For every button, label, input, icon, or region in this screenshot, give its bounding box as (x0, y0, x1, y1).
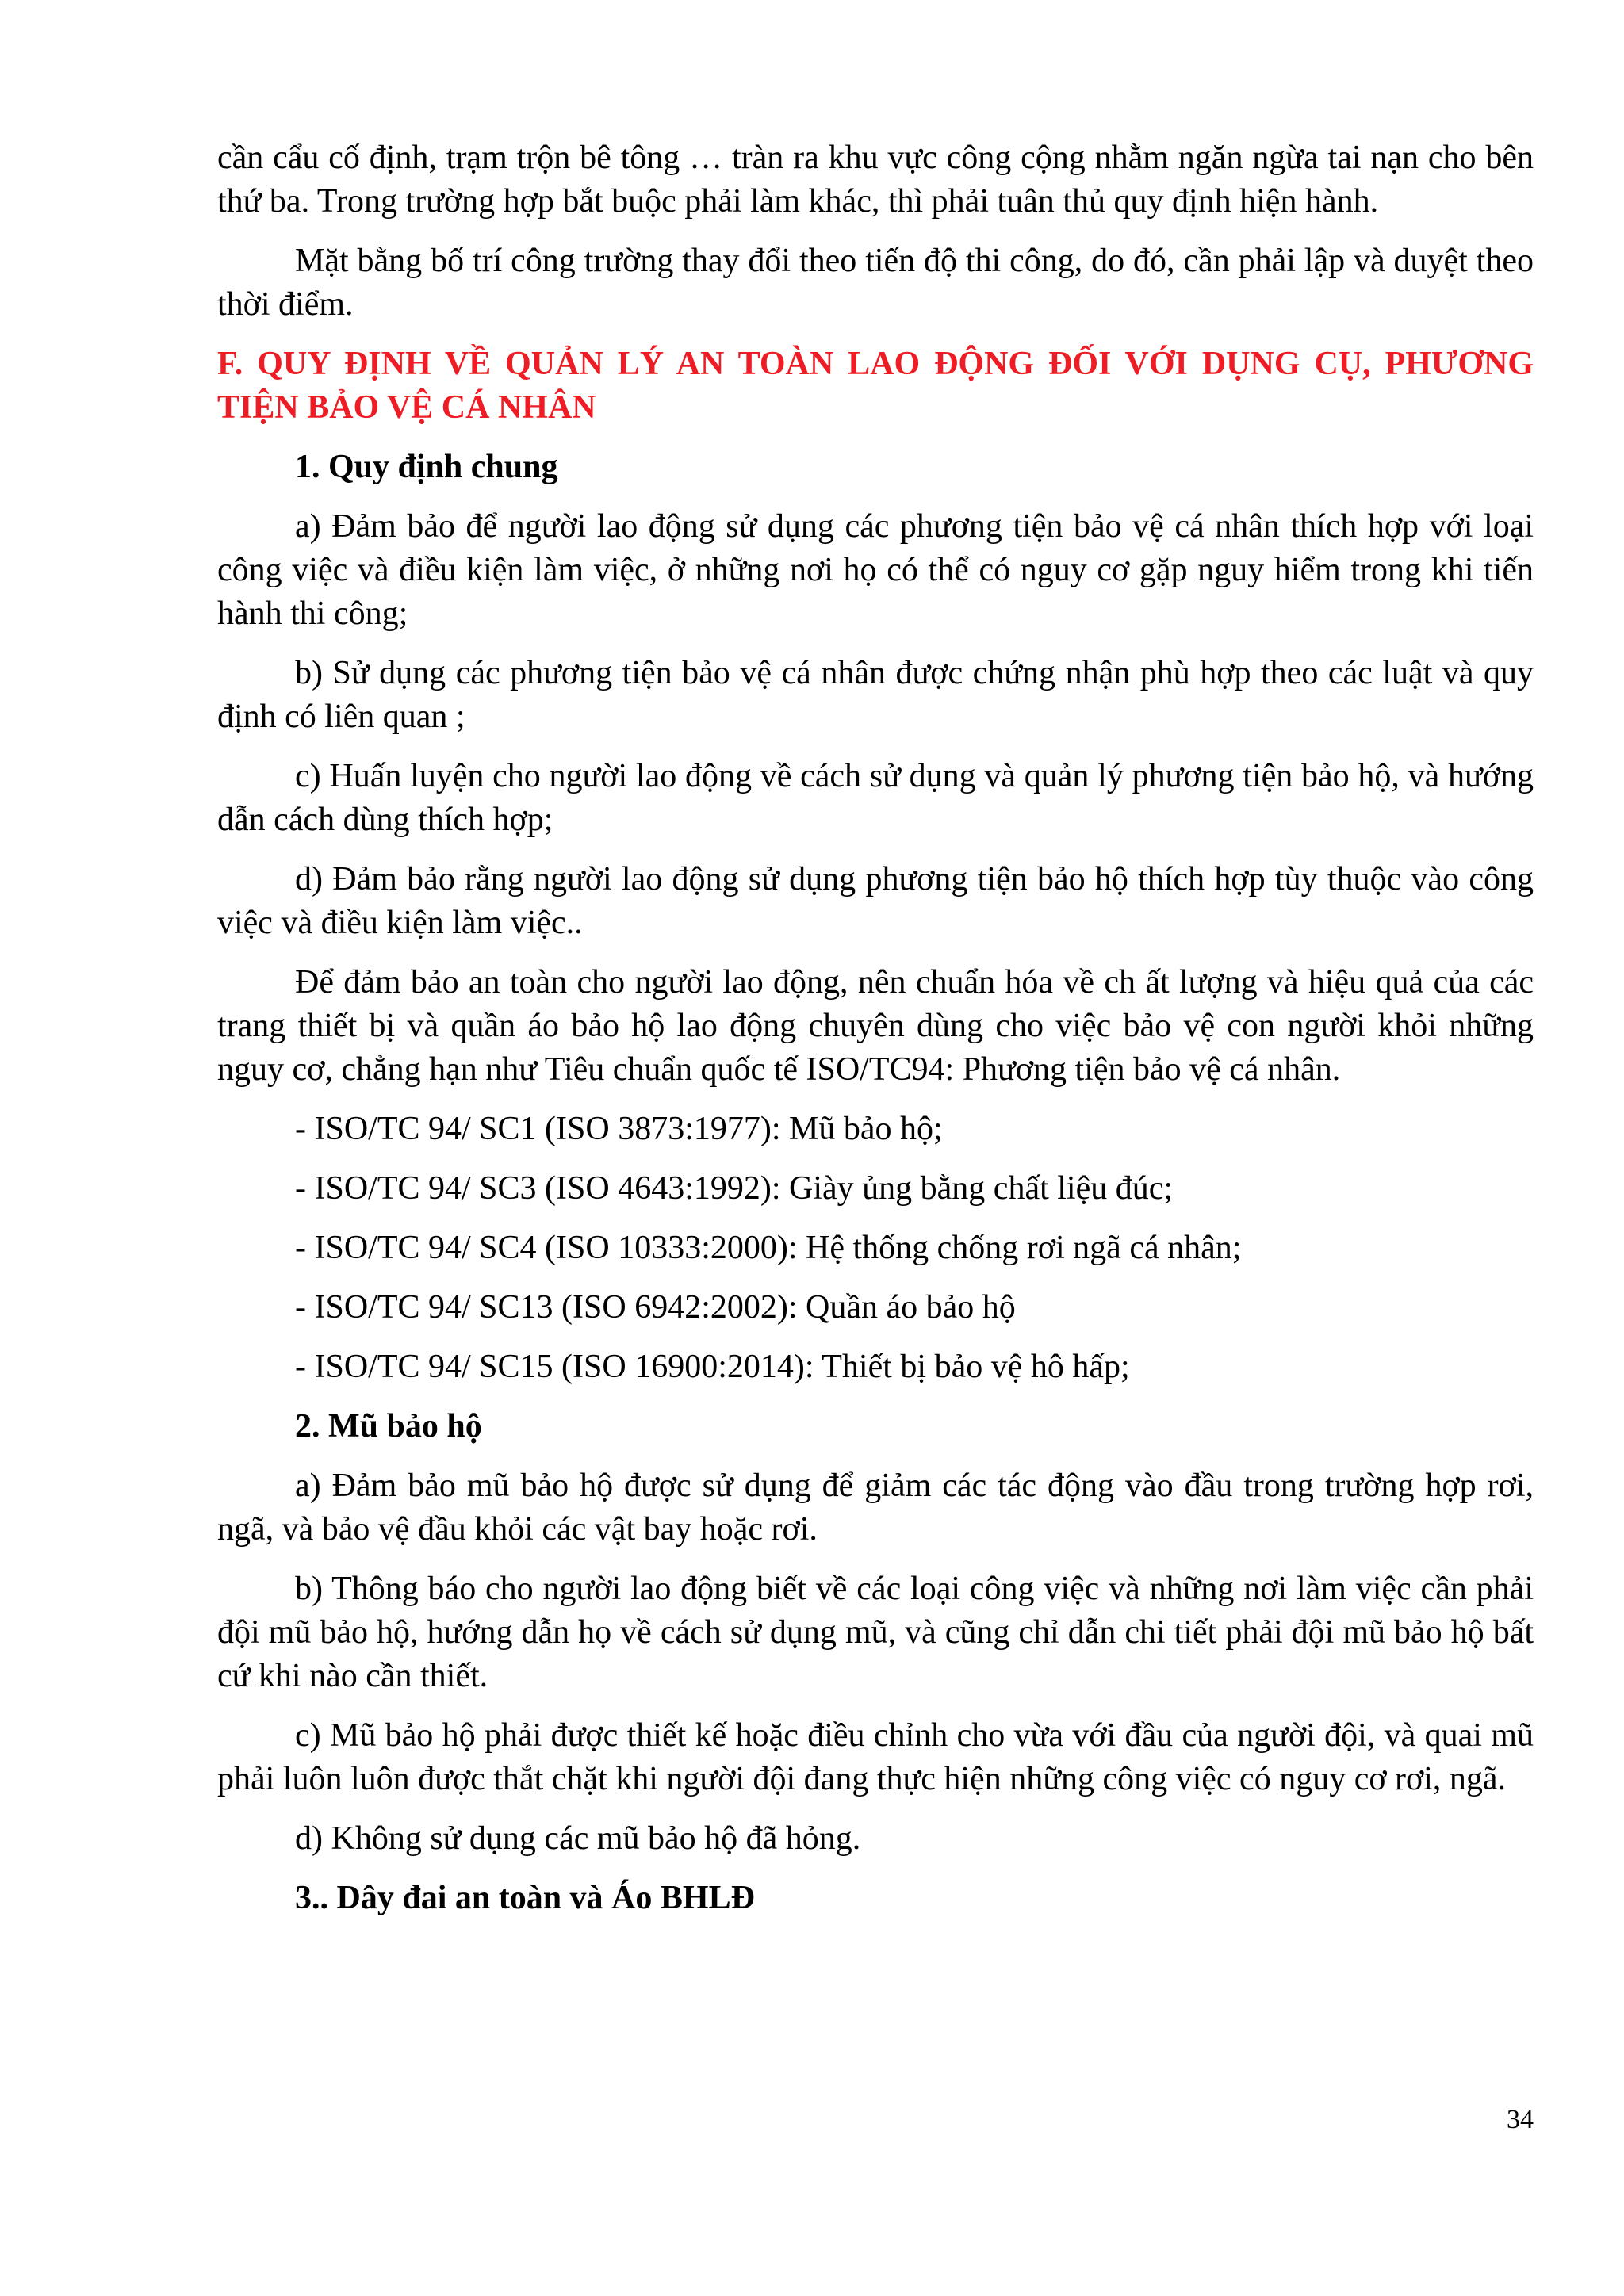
section-f-title: F. QUY ĐỊNH VỀ QUẢN LÝ AN TOÀN LAO ĐỘNG ĐỐI VỚI DỤNG CỤ, PHƯƠNG TIỆN BẢO VỆ CÁ NHÂN (217, 346, 1534, 426)
general-heading: 1. Quy định chung (295, 449, 558, 485)
document-page (217, 136, 1534, 1936)
page-number: 34 (1507, 2105, 1534, 2134)
standard-sc13: - ISO/TC 94/ SC13 (ISO 6942:2002): Quần áo bảo hộ (295, 1289, 1016, 1326)
standard-sc1: - ISO/TC 94/ SC1 (ISO 3873:1977): Mũ bảo hộ; (295, 1111, 943, 1147)
standards-intro: Để đảm bảo an toàn cho người lao động, nên chuẩn hóa về ch ất lượng và hiệu quả của các trang thiết bị và quần áo bảo hộ lao động chuyên dùng cho việc bảo vệ con người khỏi những nguy cơ, chẳng hạn như Tiêu chuẩn quốc tế ISO/TC94: Phương tiện bảo vệ cá nhân. (217, 964, 1534, 1088)
helmet-item-a: a) Đảm bảo mũ bảo hộ được sử dụng để giảm các tác động vào đầu trong trường hợp rơi, ngã, và bảo vệ đầu khỏi các vật bay hoặc rơi. (217, 1468, 1534, 1548)
general-item-c: c) Huấn luyện cho người lao động về cách sử dụng và quản lý phương tiện bảo hộ, và hướng dẫn cách dùng thích hợp; (217, 758, 1534, 838)
general-item-a: a) Đảm bảo để người lao động sử dụng các phương tiện bảo vệ cá nhân thích hợp với loại công việc và điều kiện làm việc, ở những nơi họ có thể có nguy cơ gặp nguy hiểm trong khi tiến hành thi công; (217, 508, 1534, 632)
helmet-item-d: d) Không sử dụng các mũ bảo hộ đã hỏng. (295, 1820, 861, 1857)
continuation-paragraph: cần cẩu cố định, trạm trộn bê tông … tràn ra khu vực công cộng nhằm ngăn ngừa tai nạn cho bên thứ ba. Trong trường hợp bắt buộc phải làm khác, thì phải tuân thủ quy định hiện hành. (217, 140, 1534, 220)
helmet-item-c: c) Mũ bảo hộ phải được thiết kế hoặc điều chỉnh cho vừa với đầu của người đội, và quai mũ phải luôn luôn được thắt chặt khi người đội đang thực hiện những công việc có nguy cơ rơi, ngã. (217, 1717, 1534, 1797)
layout-paragraph: Mặt bằng bố trí công trường thay đổi theo tiến độ thi công, do đó, cần phải lập và duyệt theo thời điểm. (217, 243, 1534, 323)
standard-sc4: - ISO/TC 94/ SC4 (ISO 10333:2000): Hệ thống chống rơi ngã cá nhân; (295, 1230, 1242, 1266)
general-item-d: d) Đảm bảo rằng người lao động sử dụng phương tiện bảo hộ thích hợp tùy thuộc vào công việc và điều kiện làm việc.. (217, 861, 1534, 941)
general-item-b: b) Sử dụng các phương tiện bảo vệ cá nhân được chứng nhận phù hợp theo các luật và quy định có liên quan ; (217, 655, 1534, 735)
standard-sc15: - ISO/TC 94/ SC15 (ISO 16900:2014): Thiết bị bảo vệ hô hấp; (295, 1349, 1130, 1385)
helmet-item-b: b) Thông báo cho người lao động biết về các loại công việc và những nơi làm việc cần phải đội mũ bảo hộ, hướng dẫn họ về cách sử dụng mũ, và cũng chỉ dẫn chi tiết phải đội mũ bảo hộ bất cứ khi nào cần thiết. (217, 1571, 1534, 1694)
standard-sc3: - ISO/TC 94/ SC3 (ISO 4643:1992): Giày ủng bằng chất liệu đúc; (295, 1170, 1174, 1207)
harness-heading: 3.. Dây đai an toàn và Áo BHLĐ (295, 1880, 755, 1916)
helmet-heading: 2. Mũ bảo hộ (295, 1408, 482, 1445)
